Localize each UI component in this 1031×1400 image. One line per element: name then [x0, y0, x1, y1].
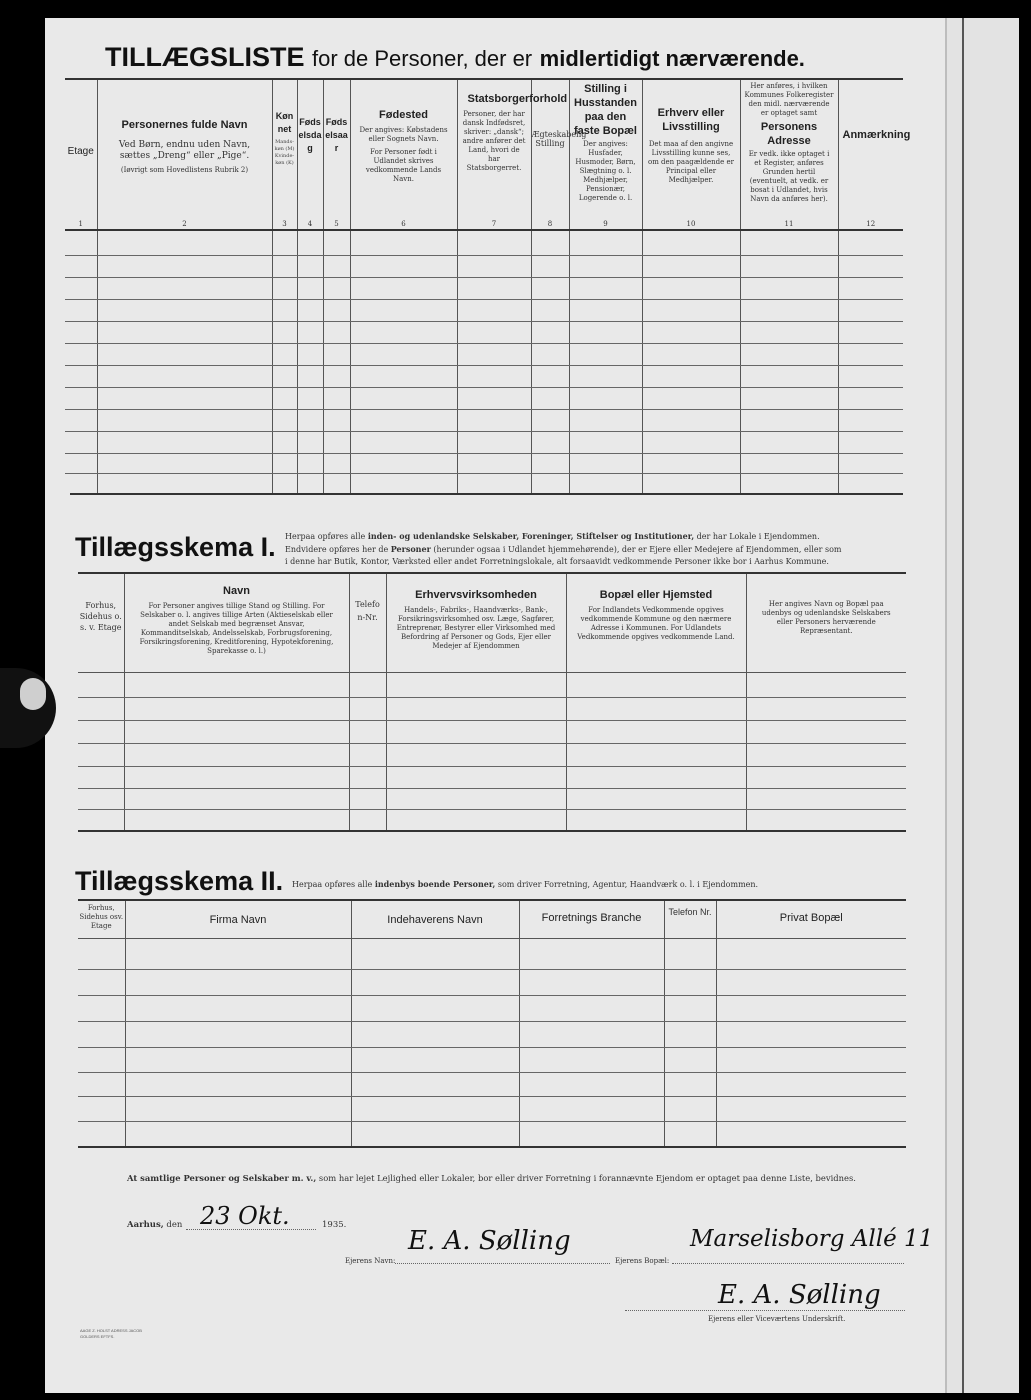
signature-dotted-line: [625, 1310, 905, 1311]
main-row-line: [65, 453, 903, 454]
col-foedselsaar-header: Fødselsaar: [323, 80, 350, 220]
col-num-10: 10: [642, 220, 740, 230]
skema2-note-c: som driver Forretning, Agentur, Haandværk o. l. i Ejendommen.: [495, 880, 759, 889]
skema1-empty-cell: [78, 672, 124, 830]
skema1-note: [285, 530, 905, 568]
skema1-col-erhverv: Erhvervsvirksomheden Handels-, Fabriks-, Haandværks-, Bank-, Forsikringsvirksomhed osv. Læge, Sagfører, Entreprenør, Bestyrer eller Virksomhed med Befordring af Personer og Gods, Ejer eller Medejer af Ejendommen: [386, 574, 566, 672]
col-num-11: 11: [740, 220, 838, 230]
owner-name-dotted-line: [395, 1263, 610, 1264]
footer-city: [127, 1220, 182, 1230]
col-num-2: 2: [97, 220, 272, 230]
owner-address-dotted-line: [672, 1263, 904, 1264]
skema1-bottom-border: [78, 830, 906, 832]
skema2-col-firma: Firma Navn: [125, 901, 351, 938]
col-num-4: 4: [297, 220, 323, 230]
skema1-empty-cell: [349, 672, 386, 830]
skema2-note-b: indenbys boende Personer,: [374, 879, 496, 889]
skema1-empty-cell: [124, 672, 349, 830]
col-num-1: 1: [78, 220, 83, 228]
footer-den-label: den: [166, 1220, 183, 1230]
main-table-header: [65, 80, 911, 230]
skema2-note: [292, 878, 902, 891]
col-husstand-header: Stilling i Husstanden paa den faste Bopæl Der angives: Husfader, Husmoder, Børn, Slægtning o. l. Medhjælper, Pensionær, Logerende o. l.: [569, 80, 642, 220]
skema2-col-branche: Forretnings Branche: [519, 901, 664, 938]
skema2-row-line: [78, 1121, 906, 1122]
signature-label: Ejerens eller Viceværtens Underskrift.: [708, 1315, 846, 1323]
col-num-5: 5: [323, 220, 350, 230]
owner-name-label: Ejerens Navn:: [345, 1257, 396, 1265]
title-part3: midlertidigt nærværende.: [539, 46, 805, 71]
skema2-row-line: [78, 995, 906, 996]
col-etage-header: Etage: [67, 146, 94, 157]
skema1-row-line: [78, 788, 906, 789]
skema1-row-line: [78, 766, 906, 767]
main-row-line: [65, 343, 903, 344]
main-row-line: [65, 409, 903, 410]
skema1-table: [78, 574, 906, 830]
col-anmaerkning-header: Anmærkning: [838, 80, 903, 220]
skema1-note-d: Endvidere opføres her de: [285, 545, 391, 554]
skema1-note-g: i denne har Butik, Kontor, Værksted eller andet Forretningslokale, alt forsaavidt vedkommende Personer ikke bor i Aarhus Kommune.: [285, 557, 829, 566]
page-title: [105, 42, 805, 73]
signature-handwritten: E. A. Sølling: [718, 1280, 881, 1310]
skema2-col-indehaver: Indehaverens Navn: [351, 901, 519, 938]
skema1-empty-cell: [746, 672, 906, 830]
skema2-title: Tillægsskema II.: [75, 866, 284, 896]
skema2-row-line: [78, 1047, 906, 1048]
skema1-col-navn: Navn For Personer angives tillige Stand og Stilling. For Selskaber o. l. angives tillige Arten (Aktieselskab eller andet Selskab med begrænset Ansvar, Kommanditselskab, Andelsselskab, Forbrugsforening, Forsikringsforening, Kreditforening, Hypotekforening, Sparekasse o. l.): [124, 574, 349, 672]
col-koen-header: Kønnet Mands-køn (M) Kvinde-køn (K): [272, 80, 297, 220]
skema2-row-line: [78, 969, 906, 970]
skema1-note-a: Herpaa opføres alle: [285, 532, 368, 541]
title-part2: for de Personer, der er: [312, 46, 533, 71]
skema1-note-b: inden- og udenlandske Selskaber, Foreninger, Stiftelser og Institutioner,: [367, 531, 695, 541]
page-binding-line: [962, 18, 964, 1393]
col-foedselsdag-header: Fødselsdag: [297, 80, 323, 220]
skema2-row-line: [78, 1096, 906, 1097]
footer-statement-a: At samtlige Personer og Selskaber m. v.,: [127, 1173, 317, 1183]
skema1-row-line: [78, 809, 906, 810]
col-statsborger-header: Statsborgerforhold Personer, der har dansk Indfødsret, skriver: „dansk“; andre anfører det Land, hvori de har Statsborgerret.: [457, 80, 531, 220]
skema1-row-line: [78, 743, 906, 744]
skema2-row-line: [78, 1072, 906, 1073]
main-row-line: [65, 387, 903, 388]
col-num-6: 6: [350, 220, 457, 230]
col-num-7: 7: [457, 220, 531, 230]
skema1-col-etage: Forhus, Sidehus o. s. v. Etage: [78, 574, 124, 672]
skema2-note-a: Herpaa opføres alle: [292, 880, 375, 889]
col-adresse-header: Her anføres, i hvilken Kommunes Folkeregister den midl. nærværende er optaget samt Personens Adresse Er vedk. ikke optaget i et Register, anføres Grunden hertil (eventuelt, at vedk. er bosat i Udlandet, hvis Navn da anføres her).: [740, 80, 838, 220]
adjacent-page: [945, 18, 1019, 1393]
skema1-empty-cell: [566, 672, 746, 830]
main-row-line: [65, 365, 903, 366]
footer-statement: [127, 1172, 856, 1184]
main-row-line: [65, 299, 903, 300]
skema2-bottom-border: [78, 1146, 906, 1148]
skema1-note-f: (herunder ogsaa i Udlandet hjemmehørende), der er Ejere eller Medejere af Ejendommen, eller som: [430, 545, 842, 554]
footer-year: 1935.: [322, 1220, 347, 1230]
printer-imprint: AAGE Z. HOLST ADRESS JACOB GOLDERS EFTFS.: [80, 1328, 142, 1339]
col-num-9: 9: [569, 220, 642, 230]
col-num-3: 3: [272, 220, 297, 230]
date-handwritten: 23 Okt.: [200, 1202, 290, 1230]
skema1-col-bopael: Bopæl eller Hjemsted For Indlandets Vedkommende opgives vedkommende Kommune og den nærmere Adresse i Kommunen. For Udlandets Vedkommende opgives vedkommende Land.: [566, 574, 746, 672]
skema2-table: [78, 901, 906, 1147]
owner-address-handwritten: Marselisborg Allé 11: [690, 1226, 934, 1252]
col-foedested-header: Fødested Der angives: Købstadens eller Sognets Navn. For Personer født i Udlandet skrives vedkommende Lands Navn.: [350, 80, 457, 220]
main-row-line: [65, 255, 903, 256]
main-table-bottom-border: [70, 493, 903, 495]
main-row-line: [65, 473, 903, 474]
owner-name-handwritten: E. A. Sølling: [408, 1226, 571, 1256]
title-part1: TILLÆGSLISTE: [105, 42, 305, 72]
skema1-title: Tillægsskema I.: [75, 532, 276, 562]
col-erhverv-header: Erhverv eller Livsstilling Det maa af den angivne Livsstilling kunne ses, om den paagældende er Principal eller Medhjælper.: [642, 80, 740, 220]
col-aegteskab-header: Ægteskabelig Stilling: [531, 80, 569, 220]
main-row-line: [65, 321, 903, 322]
skema1-note-e: Personer: [390, 544, 431, 554]
skema1-note-c: der har Lokale i Ejendommen.: [694, 532, 820, 541]
skema1-row-line: [78, 720, 906, 721]
skema2-row-line: [78, 1021, 906, 1022]
footer-city-label: Aarhus,: [127, 1220, 164, 1230]
main-row-line: [65, 431, 903, 432]
skema2-col-etage: Forhus, Sidehus osv. Etage: [78, 901, 125, 938]
footer-statement-b: som har lejet Lejlighed eller Lokaler, bor eller driver Forretning i forannævnte Ejendom er optaget paa denne Liste, bevidnes.: [316, 1173, 856, 1183]
main-row-line: [65, 277, 903, 278]
col-num-12: 12: [838, 220, 903, 230]
skema1-row-line: [78, 697, 906, 698]
skema1-col-rep: Her angives Navn og Bopæl paa udenbys og udenlandske Selskabers eller Personers herværende Repræsentant.: [746, 574, 906, 672]
skema1-col-telefon: Telefon-Nr.: [349, 574, 386, 672]
owner-address-label: Ejerens Bopæl:: [615, 1257, 670, 1265]
col-num-8: 8: [531, 220, 569, 230]
skema1-empty-cell: [386, 672, 566, 830]
skema2-col-bopael: Privat Bopæl: [716, 901, 906, 938]
col-navn-header: Personernes fulde Navn Ved Børn, endnu uden Navn, sættes „Dreng“ eller „Pige“. (Iøvrigt som Hovedlistens Rubrik 2): [97, 80, 272, 220]
skema2-col-telefon: Telefon Nr.: [664, 901, 716, 938]
